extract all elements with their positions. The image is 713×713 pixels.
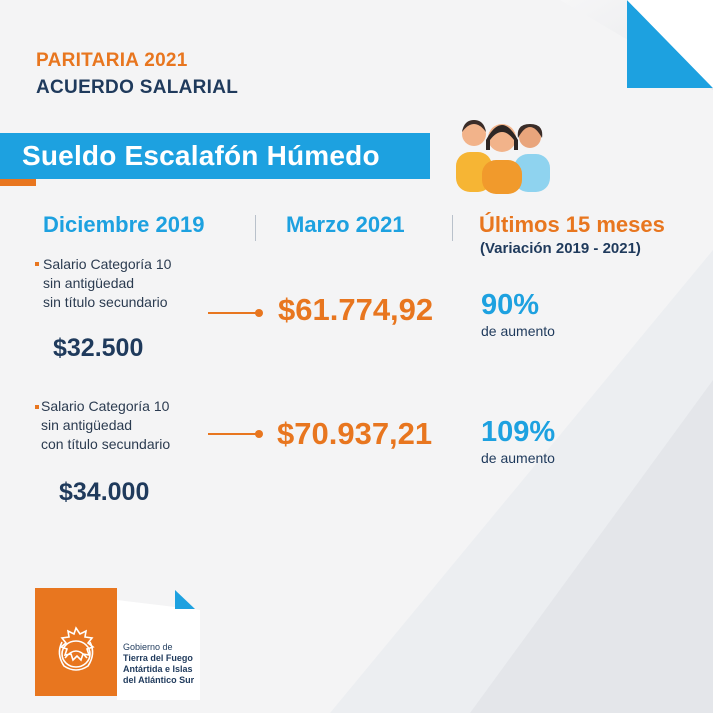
row2-old-salary: $34.000 <box>59 478 150 506</box>
government-logo-block <box>35 588 117 696</box>
row2-desc-line2: sin antigüedad <box>41 417 133 433</box>
row2-arrow-dot <box>255 430 263 438</box>
banner-accent <box>0 179 36 186</box>
row2-percentage-label: de aumento <box>481 450 555 466</box>
gov-line2: Tierra del Fuego <box>123 653 193 663</box>
banner-title: Sueldo Escalafón Húmedo <box>22 140 380 171</box>
government-name <box>123 642 194 686</box>
row1-desc-line3: sin título secundario <box>43 294 168 310</box>
column-header-dec-2019: Diciembre 2019 <box>43 212 205 237</box>
separator <box>452 215 453 241</box>
column-subheader-variation: (Variación 2019 - 2021) <box>480 240 641 257</box>
separator <box>255 215 256 241</box>
gov-line3: Antártida e Islas <box>123 664 193 674</box>
people-group-icon <box>448 112 558 194</box>
row1-desc-line2: sin antigüedad <box>43 275 135 291</box>
row2-arrow-line <box>208 433 258 435</box>
row1-arrow-line <box>208 312 258 314</box>
row2-new-salary: $70.937,21 <box>277 416 433 451</box>
row2-desc-line1: Salario Categoría 10 <box>41 398 170 414</box>
row1-old-salary: $32.500 <box>53 334 144 362</box>
row1-description <box>43 255 171 312</box>
gov-line4: del Atlántico Sur <box>123 675 195 685</box>
gov-line1: Gobierno de <box>123 642 173 652</box>
row1-percentage-label: de aumento <box>481 323 555 339</box>
row1-percentage: 90% <box>481 289 540 321</box>
column-header-mar-2021: Marzo 2021 <box>286 212 405 237</box>
row1-new-salary: $61.774,92 <box>278 292 434 327</box>
row2-desc-line3: con título secundario <box>41 436 171 452</box>
row2-description <box>41 397 170 454</box>
column-header-last-15-months: Últimos 15 meses <box>479 212 665 237</box>
bullet <box>35 405 39 409</box>
header-subtitle: ACUERDO SALARIAL <box>36 77 239 98</box>
coat-of-arms-icon <box>35 588 117 696</box>
row1-desc-line1: Salario Categoría 10 <box>43 256 172 272</box>
row1-arrow-dot <box>255 309 263 317</box>
bullet <box>35 262 39 266</box>
header-title: PARITARIA 2021 <box>36 50 188 71</box>
row2-percentage: 109% <box>481 416 556 448</box>
